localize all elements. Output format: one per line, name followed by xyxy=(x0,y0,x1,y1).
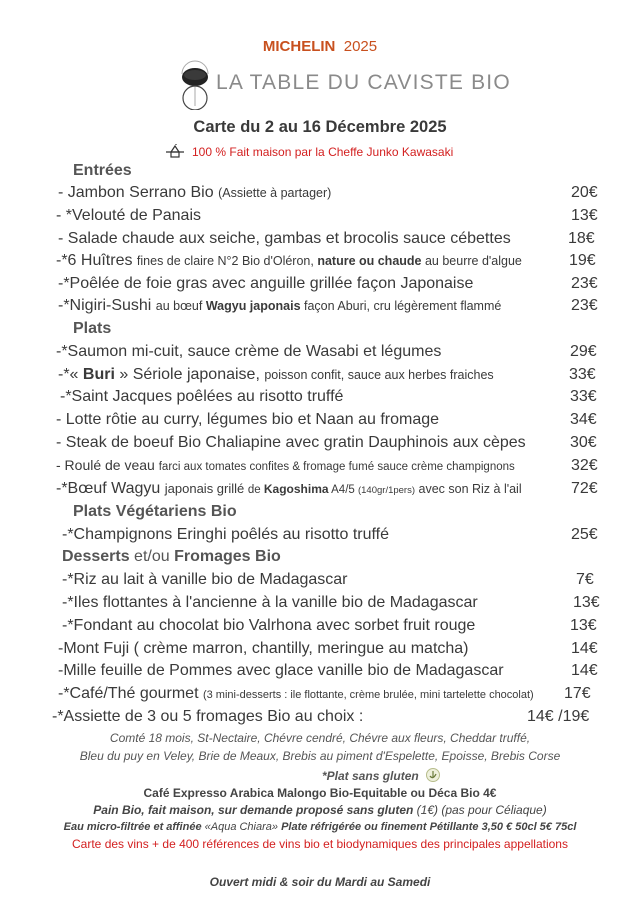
carte-title: Carte du 2 au 16 Décembre 2025 xyxy=(193,118,447,136)
menu-item: -*Café/Thé gourmet (3 mini-desserts : ile flottante, crème brulée, mini tartelette chocolat) xyxy=(58,685,534,702)
menu-item-price: 33€ xyxy=(570,388,597,405)
menu-item: - *Velouté de Panais xyxy=(56,207,201,224)
chef-text: 100 % Fait maison par la Cheffe Junko Kawasaki xyxy=(192,145,454,159)
menu-item: -*« Buri » Sériole japonaise, poisson confit, sauce aux herbes fraiches xyxy=(58,366,494,383)
menu-item: -Mille feuille de Pommes avec glace vanille bio de Madagascar xyxy=(58,662,504,679)
menu-item-price: 33€ xyxy=(569,366,596,383)
menu-item-price: 18€ xyxy=(568,230,595,247)
menu-item-price: 25€ xyxy=(571,526,598,543)
menu-item: -*Champignons Eringhi poêlés au risotto truffé xyxy=(62,526,389,543)
menu-item: -*Assiette de 3 ou 5 fromages Bio au choix : xyxy=(52,708,364,725)
menu-item-price: 34€ xyxy=(570,411,597,428)
section-entrees: Entrées xyxy=(73,162,132,179)
menu-item: -*6 Huîtres fines de claire N°2 Bio d'Oléron, nature ou chaude au beurre d'algue xyxy=(56,252,522,269)
menu-item: -*Poêlée de foie gras avec anguille grillée façon Japonaise xyxy=(58,275,474,292)
menu-item: -*Bœuf Wagyu japonais grillé de Kagoshima A4/5 (140gr/1pers) avec son Riz à l'ail xyxy=(56,480,522,497)
coffee-line: Café Expresso Arabica Malongo Bio-Equitable ou Déca Bio 4€ xyxy=(143,786,497,800)
section-desserts: Desserts et/ou Fromages Bio xyxy=(62,548,281,565)
menu-item-price: 19€ xyxy=(569,252,596,269)
restaurant-logo xyxy=(178,60,511,110)
menu-item: -*Saumon mi-cuit, sauce crème de Wasabi et légumes xyxy=(56,343,442,360)
menu-item-price: 30€ xyxy=(570,434,597,451)
menu-item-price: 14€ xyxy=(571,662,598,679)
menu-item-price: 23€ xyxy=(571,275,598,292)
gluten-free-icon xyxy=(426,768,440,782)
menu-item-price: 17€ xyxy=(564,685,591,702)
menu-item-price: 29€ xyxy=(570,343,597,360)
menu-item-price: 13€ xyxy=(570,617,597,634)
michelin-year: 2025 xyxy=(343,38,378,55)
menu-item: -Mont Fuji ( crème marron, chantilly, meringue au matcha) xyxy=(58,640,469,657)
pain-line: Pain Bio, fait maison, sur demande proposé sans gluten (1€) (pas pour Céliaque) xyxy=(93,803,547,817)
restaurant-name: LA TABLE DU CAVISTE BIO xyxy=(216,71,511,94)
menu-item-price: 14€ /19€ xyxy=(527,708,590,725)
menu-item: -*Saint Jacques poêlées au risotto truffé xyxy=(60,388,344,405)
menu-item: - Salade chaude aux seiche, gambas et brocolis sauce cébettes xyxy=(58,230,511,247)
menu-item: -*Riz au lait à vanille bio de Madagascar xyxy=(62,571,348,588)
cheese-list-line: Comté 18 mois, St-Nectaire, Chévre cendré, Chévre aux fleurs, Cheddar truffé, xyxy=(109,731,531,745)
section-plats: Plats xyxy=(73,320,112,337)
menu-item: -*Fondant au chocolat bio Valrhona avec sorbet fruit rouge xyxy=(62,617,476,634)
menu-item: -*Iles flottantes à l'ancienne à la vanille bio de Madagascar xyxy=(62,594,478,611)
menu-item-price: 32€ xyxy=(571,457,598,474)
eau-line: Eau micro-filtrée et affinée «Aqua Chiara» Plate réfrigérée ou finement Pétillante 3,50 € 50cl 5€ 75cl xyxy=(63,821,577,833)
menu-item-price: 13€ xyxy=(573,594,600,611)
menu-item: - Steak de boeuf Bio Chaliapine avec gratin Dauphinois aux cèpes xyxy=(56,434,526,451)
menu-item-price: 23€ xyxy=(571,297,598,314)
michelin-label: MICHELIN xyxy=(262,38,336,55)
menu-item: - Lotte rôtie au curry, légumes bio et Naan au fromage xyxy=(56,411,440,428)
opening-hours: Ouvert midi & soir du Mardi au Samedi xyxy=(209,875,431,889)
wine-glass-icon xyxy=(178,60,212,110)
house-icon xyxy=(166,144,184,158)
menu-item: - Roulé de veau farci aux tomates confites & fromage fumé sauce crème champignons xyxy=(56,457,515,473)
menu-item-price: 14€ xyxy=(571,640,598,657)
menu-item-price: 13€ xyxy=(571,207,598,224)
menu-item: -*Nigiri-Sushi au bœuf Wagyu japonais façon Aburi, cru légèrement flammé xyxy=(58,297,502,314)
chef-line xyxy=(166,144,453,159)
menu-item-price: 20€ xyxy=(571,184,598,201)
menu-item-price: 7€ xyxy=(576,571,594,588)
cheese-list-line: Bleu du puy en Veley, Brie de Meaux, Brebis au piment d'Espelette, Epoisse, Brebis Corse xyxy=(79,749,561,763)
menu-item-price: 72€ xyxy=(571,480,598,497)
vins-line: Carte des vins + de 400 références de vins bio et biodynamiques des principales appellations xyxy=(72,837,568,851)
menu-item: - Jambon Serrano Bio (Assiette à partager) xyxy=(58,184,332,201)
gluten-note: *Plat sans gluten xyxy=(322,768,440,783)
section-vegetariens: Plats Végétariens Bio xyxy=(73,503,237,520)
michelin-badge xyxy=(0,38,640,55)
